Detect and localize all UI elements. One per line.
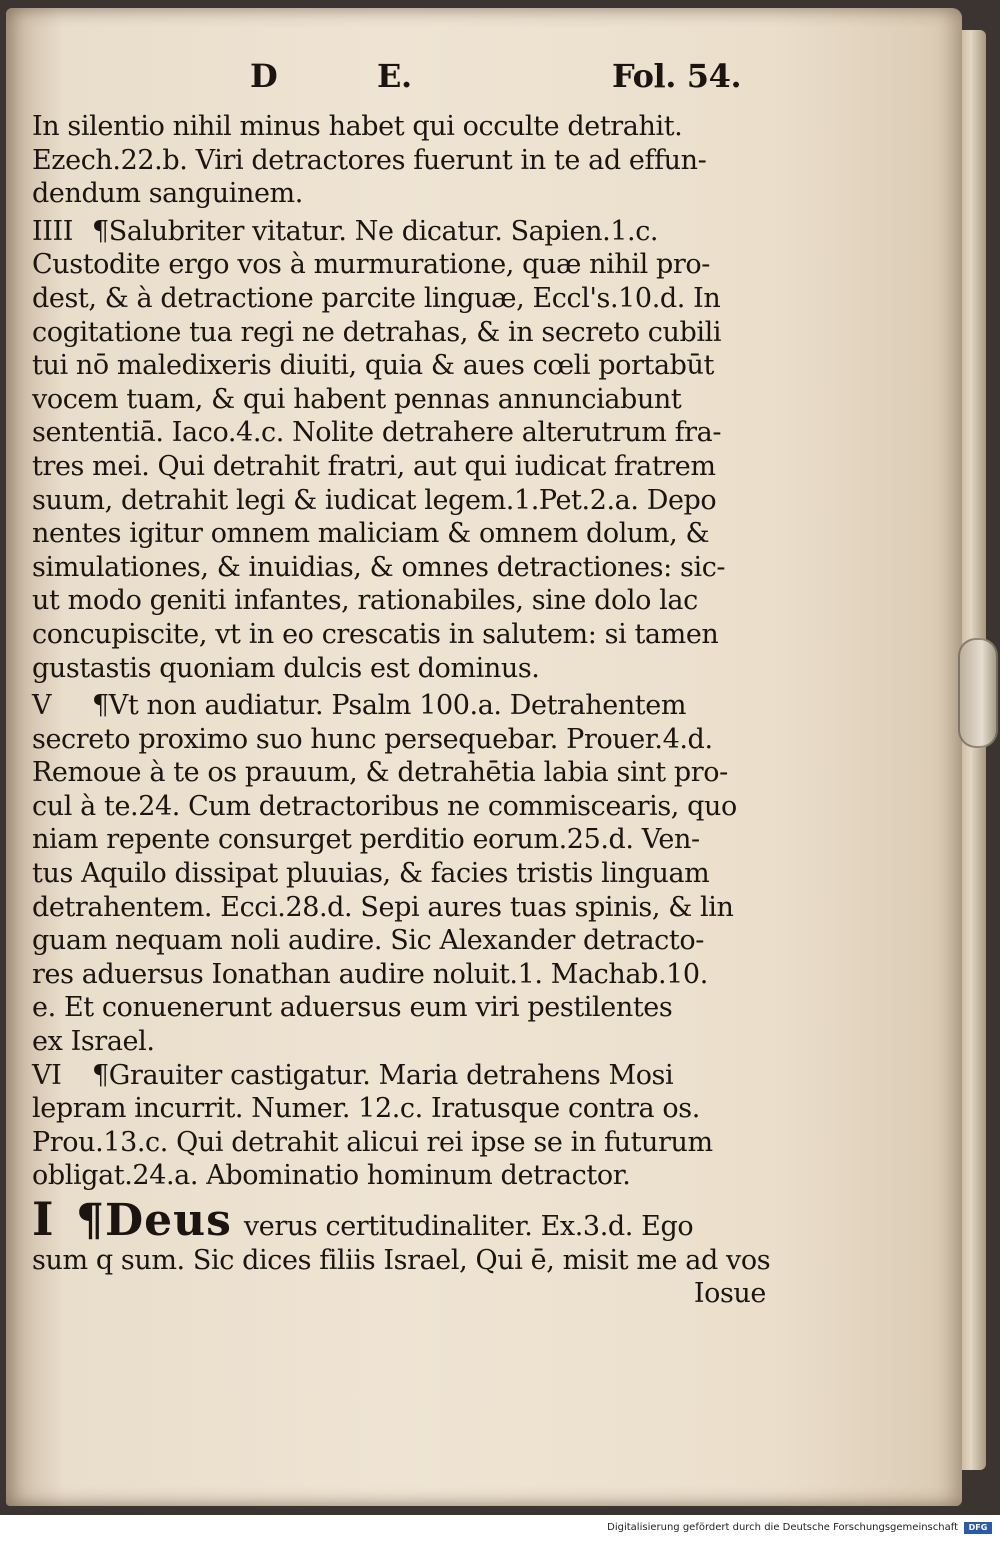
text-line: Remoue à te os prauum, & detrahētia labia sint pro- xyxy=(32,757,728,789)
book-clasp xyxy=(958,638,998,748)
entry-heading: ¶Deus xyxy=(76,1195,232,1246)
section-numeral: V xyxy=(32,690,52,722)
text-line: I ¶Deus verus certitudinaliter. Ex.3.d. Ego xyxy=(32,1192,694,1246)
digitization-footer xyxy=(0,1515,1000,1541)
dfg-logo: DFG xyxy=(964,1522,992,1534)
text-line: sententiā. Iaco.4.c. Nolite detrahere alterutrum fra- xyxy=(32,417,722,449)
folio-number: Fol. 54. xyxy=(612,57,742,95)
running-head-mid: E. xyxy=(377,57,412,95)
paragraph-vi xyxy=(32,1059,772,1193)
text-line: suum, detrahit legi & iudicat legem.1.Pet.2.a. Depo xyxy=(32,484,717,516)
text-line: gustastis quoniam dulcis est dominus. xyxy=(32,652,540,684)
text-line: res aduersus Ionathan audire noluit.1. Machab.10. xyxy=(32,958,708,990)
text-line: tres mei. Qui detrahit fratri, aut qui iudicat fratrem xyxy=(32,450,716,482)
text-line: cul à te.24. Cum detractoribus ne commiscearis, quo xyxy=(32,790,737,822)
text-line: tui nō maledixeris diuiti, quia & aues cœli portabūt xyxy=(32,350,714,382)
text-line: e. Et conuenerunt aduersus eum viri pestilentes xyxy=(32,992,673,1024)
text-line: ex Israel. xyxy=(32,1026,155,1058)
text-line: Prou.13.c. Qui detrahit alicui rei ipse se in futurum xyxy=(32,1126,713,1158)
text-line: VI ¶Grauiter castigatur. Maria detrahens Mosi xyxy=(32,1059,674,1091)
running-head-left: D xyxy=(250,57,278,95)
section-numeral: I xyxy=(32,1192,54,1246)
paragraph-v xyxy=(32,689,772,1059)
text-line: dendum sanguinem. xyxy=(32,178,303,210)
section-numeral: IIII xyxy=(32,215,74,247)
text-line: In silentio nihil minus habet qui occulte detrahit. xyxy=(32,111,683,142)
text-line: nentes igitur omnem maliciam & omnem dolum, & xyxy=(32,518,710,550)
text-line: lepram incurrit. Numer. 12.c. Iratusque contra os. xyxy=(32,1093,700,1125)
text-line: dest, & à detractione parcite linguæ, Eccl's.10.d. In xyxy=(32,282,721,314)
text-line: secreto proximo suo hunc persequebar. Prouer.4.d. xyxy=(32,723,713,755)
text-line: Ezech.22.b. Viri detractores fuerunt in te ad effun- xyxy=(32,144,707,176)
funding-credit: Digitalisierung gefördert durch die Deutsche Forschungsgemeinschaft xyxy=(607,1522,958,1533)
text-line: detrahentem. Ecci.28.d. Sepi aures tuas spinis, & lin xyxy=(32,891,734,923)
text-line: simulationes, & inuidias, & omnes detractiones: sic- xyxy=(32,551,726,583)
page-text xyxy=(32,57,772,1311)
text-line: niam repente consurget perditio eorum.25.d. Ven- xyxy=(32,824,700,856)
section-numeral: VI xyxy=(32,1059,62,1091)
paragraph-1 xyxy=(32,110,772,211)
text-line: Custodite ergo vos à murmuratione, quæ nihil pro- xyxy=(32,249,711,281)
entry-deus xyxy=(32,1192,772,1311)
catchword: Iosue xyxy=(693,1278,766,1310)
text-line: obligat.24.a. Abominatio hominum detractor. xyxy=(32,1160,631,1192)
paragraph-iiii xyxy=(32,215,772,685)
text-line: concupiscite, vt in eo crescatis in salutem: si tamen xyxy=(32,618,719,650)
text-line: tus Aquilo dissipat pluuias, & facies tristis linguam xyxy=(32,858,710,890)
text-line: V ¶Vt non audiatur. Psalm 100.a. Detrahentem xyxy=(32,690,687,722)
text-line: cogitatione tua regi ne detrahas, & in secreto cubili xyxy=(32,316,722,348)
text-line: ut modo geniti infantes, rationabiles, sine dolo lac xyxy=(32,585,698,617)
text-line: sum q sum. Sic dices filiis Israel, Qui ē, misit me ad vos xyxy=(32,1244,771,1276)
text-line: vocem tuam, & qui habent pennas annunciabunt xyxy=(32,383,682,415)
running-head xyxy=(32,57,772,110)
text-line: IIII ¶Salubriter vitatur. Ne dicatur. Sapien.1.c. xyxy=(32,215,659,247)
text-line: guam nequam noli audire. Sic Alexander detracto- xyxy=(32,925,704,957)
